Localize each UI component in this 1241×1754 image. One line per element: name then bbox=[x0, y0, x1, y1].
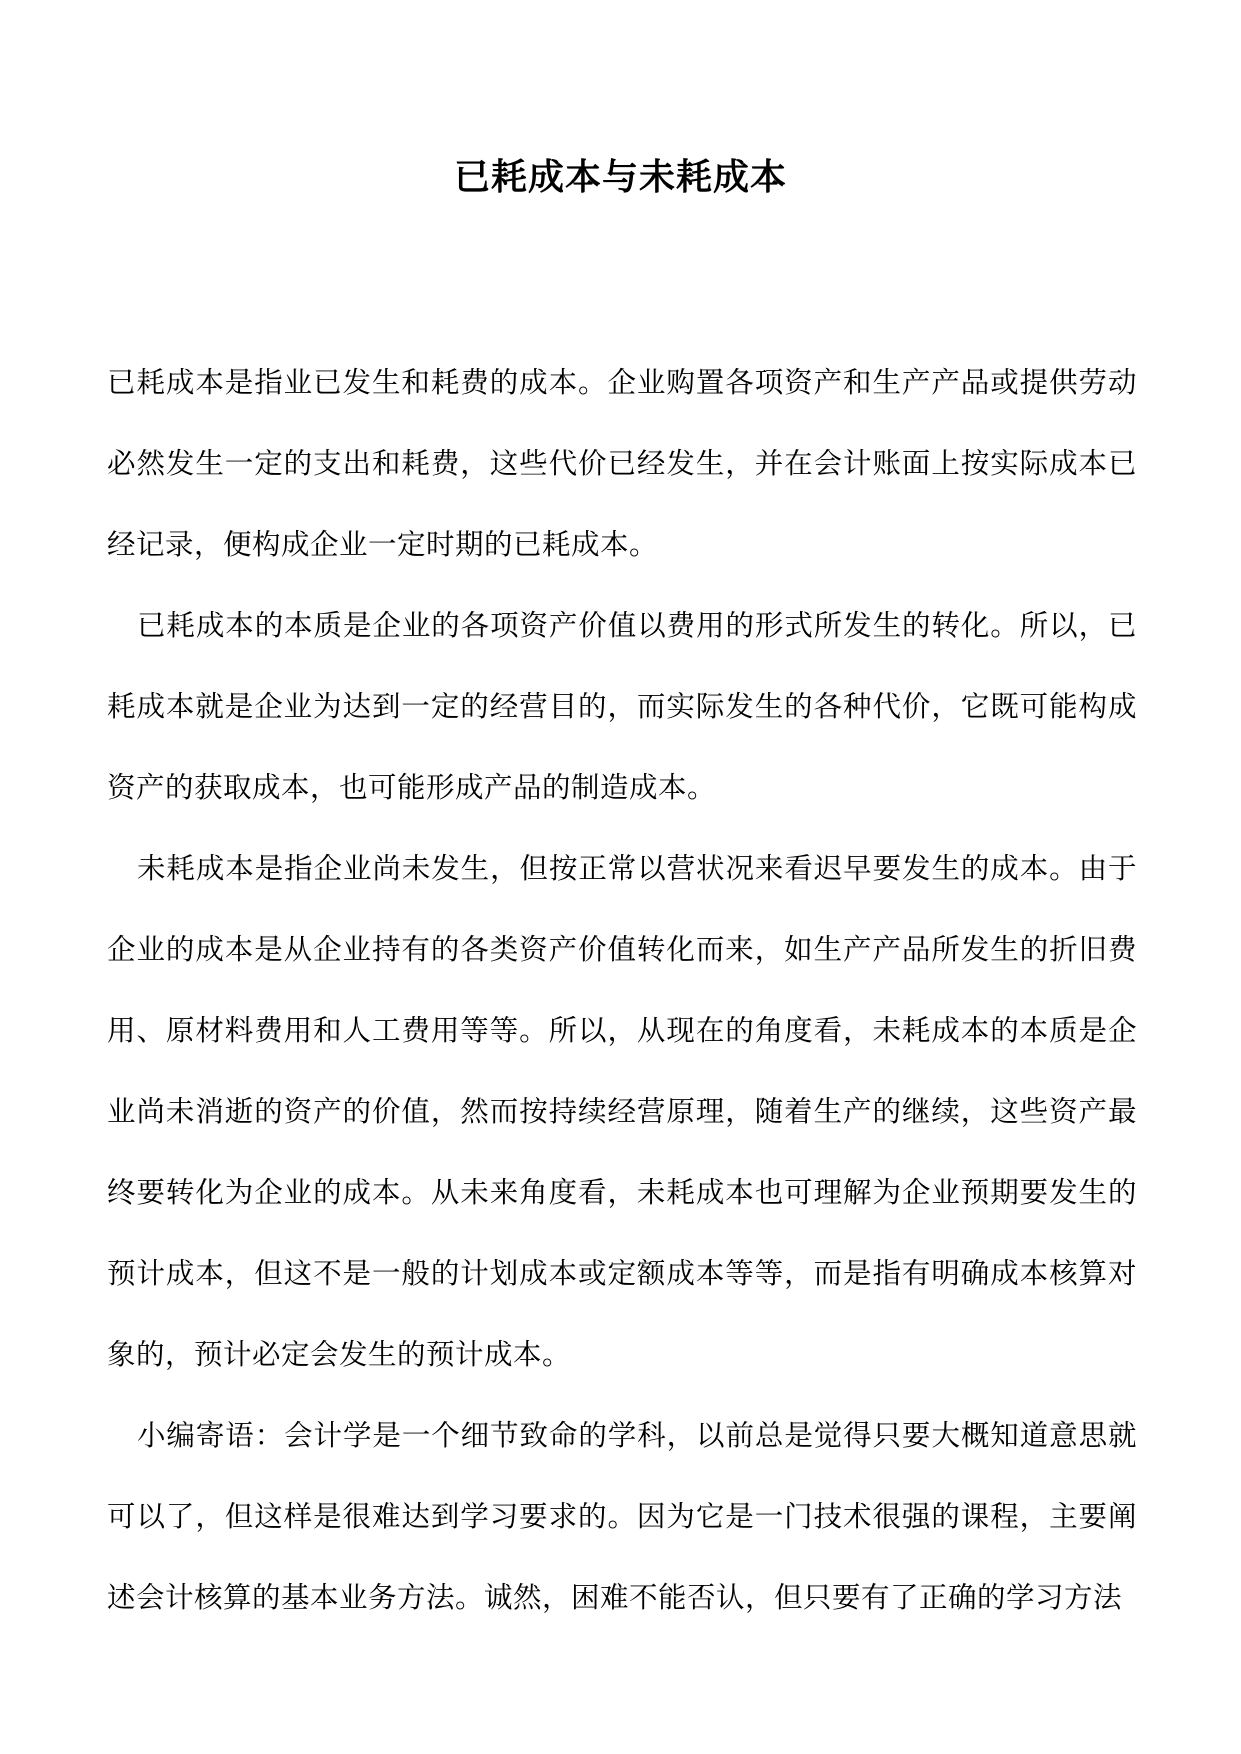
paragraph-incurred-cost-nature: 已耗成本的本质是企业的各项资产价值以费用的形式所发生的转化。所以，已耗成本就是企业为达到一定的经营目的，而实际发生的各种代价，它既可能构成资产的获取成本，也可能形成产品的制造成本。 bbox=[107, 609, 1137, 804]
paragraph-unexpired-cost-definition: 未耗成本是指企业尚未发生，但按正常以营状况来看迟早要发生的成本。由于企业的成本是从企业持有的各类资产价值转化而来，如生产产品所发生的折旧费用、原材料费用和人工费用等等。所以，从现在的角度看，未耗成本的本质是企业尚未消逝的资产的价值，然而按持续经营原理，随着生产的继续，这些资产最终要转化为企业的成本。从未来角度看，未耗成本也可理解为企业预期要发生的预计成本，但这不是一般的计划成本或定额成本等等，而是指有明确成本核算对象的，预计必定会发生的预计成本。 bbox=[107, 852, 1137, 1371]
paragraph-editor-note: 小编寄语：会计学是一个细节致命的学科，以前总是觉得只要大概知道意思就可以了，但这样是很难达到学习要求的。因为它是一门技术很强的课程，主要阐述会计核算的基本业务方法。诚然，困难不能否认，但只要有了正确的学习方法 bbox=[107, 1419, 1137, 1614]
document-body bbox=[107, 342, 1137, 1638]
paragraph-incurred-cost-definition: 已耗成本是指业已发生和耗费的成本。企业购置各项资产和生产产品或提供劳动必然发生一定的支出和耗费，这些代价已经发生，并在会计账面上按实际成本已经记录，便构成企业一定时期的已耗成本。 bbox=[107, 366, 1137, 561]
document-title: 已耗成本与未耗成本 bbox=[453, 157, 787, 198]
